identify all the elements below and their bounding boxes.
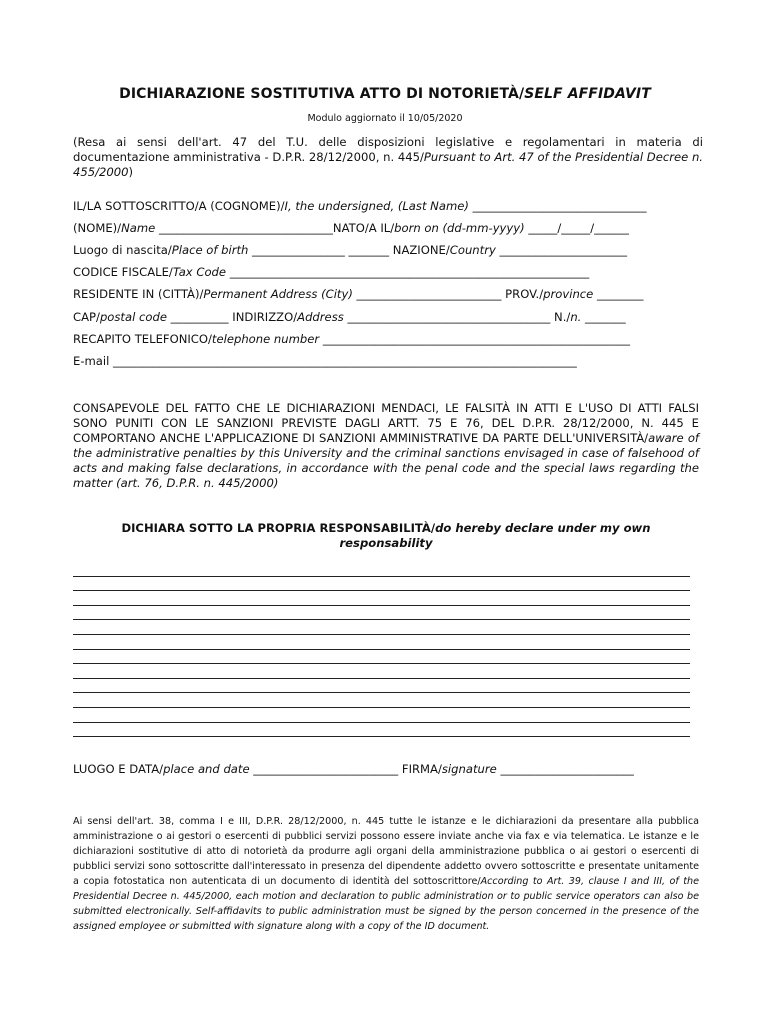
residence-field[interactable]: RESIDENTE IN (CITTÀ)/Permanent Address (City) _________________________ PROV./province ________ — [73, 287, 644, 301]
phone-field[interactable]: RECAPITO TELEFONICO/telephone number _____________________________________________________ — [73, 332, 631, 346]
birthplace-country-field[interactable]: Luogo di nascita/Place of birth ________________ _______ NAZIONE/Country ______________________ — [73, 243, 628, 257]
declaration-blank-line[interactable] — [73, 723, 690, 738]
document-title: DICHIARAZIONE SOSTITUTIVA ATTO DI NOTORIETÀ/SELF AFFIDAVIT — [119, 86, 651, 102]
declaration-blank-line[interactable] — [73, 591, 690, 606]
declaration-blank-line[interactable] — [73, 708, 690, 723]
name-birthdate-field[interactable]: (NOME)/Name ______________________________NATO/A IL/born on (dd-mm-yyyy) _____/_____/______ — [73, 221, 629, 235]
declaration-blank-line[interactable] — [73, 664, 690, 679]
declaration-blank-line[interactable] — [73, 577, 690, 592]
declaration-blank-line[interactable] — [73, 679, 690, 694]
declaration-blank-line[interactable] — [73, 650, 690, 665]
place-date-signature-row[interactable]: LUOGO E DATA/place and date _________________________ FIRMA/signature _______________________ — [73, 762, 634, 776]
declaration-lines[interactable] — [73, 562, 690, 737]
declaration-blank-line[interactable] — [73, 693, 690, 708]
email-field[interactable]: E-mail ________________________________________________________________________________ — [73, 354, 577, 368]
legal-footnote: Ai sensi dell'art. 38, comma I e III, D.P.R. 28/12/2000, n. 445 tutte le istanze e le dichiarazioni da presentare alla pubblica amministrazione o ai gestori o esercenti di pubblici servizi possono essere inviate anche via fax e via telematica. Le istanze e le dichiarazioni sostitutive di atto di notorietà da produrre agli organi della amministrazione pubblica o ai gestori o esercenti di pubblici servizi sono sottoscritte dall'interessato in presenza del dipendente addetto ovvero sottoscritte e presentate unitamente a copia fotostatica non autenticata di un documento di identità del sottoscrittore/According to Art. 39, clause I and III, of the Presidential Decree n. 445/2000, each motion and declaration to public administration or to public service operators can also be submitted electronically. Self-affidavits to public administration must be signed by the person concerned in the presence of the assigned employee or submitted with signature along with a copy of the ID document. — [73, 816, 699, 932]
declaration-blank-line[interactable] — [73, 562, 690, 577]
declaration-blank-line[interactable] — [73, 620, 690, 635]
surname-field[interactable]: IL/LA SOTTOSCRITTO/A (COGNOME)/I, the undersigned, (Last Name) ______________________________ — [73, 199, 647, 213]
tax-code-field[interactable]: CODICE FISCALE/Tax Code ______________________________________________________________ — [73, 265, 590, 279]
form-update-date: Modulo aggiornato il 10/05/2020 — [307, 113, 463, 124]
declaration-blank-line[interactable] — [73, 635, 690, 650]
address-field[interactable]: CAP/postal code __________ INDIRIZZO/Address ___________________________________ N./n. _______ — [73, 310, 626, 324]
awareness-statement: CONSAPEVOLE DEL FATTO CHE LE DICHIARAZIONI MENDACI, LE FALSITÀ IN ATTI E L'USO DI ATTI FALSI SONO PUNITI CON LE SANZIONI PREVISTE DAGLI ARTT. 75 E 76, DEL D.P.R. 28/12/2000, N. 445 E COMPORTANO ANCHE L'APPLICAZIONE DI SANZIONI AMMINISTRATIVE DA PARTE DELL'UNIVERSITÀ/aware of the administrative penalties by this University and the criminal sanctions envisaged in case of falsehood of acts and making false declarations, in accordance with the penal code and the special laws regarding the matter (art. 76, D.P.R. n. 445/2000) — [73, 401, 699, 490]
declaration-heading: DICHIARA SOTTO LA PROPRIA RESPONSABILITÀ/do hereby declare under my own responsability — [121, 521, 651, 550]
intro-paragraph: (Resa ai sensi dell'art. 47 del T.U. delle disposizioni legislative e regolamentari in materia di documentazione amministrativa - D.P.R. 28/12/2000, n. 445/Pursuant to Art. 47 of the Presidential Decree n. 455/2000) — [73, 135, 703, 179]
declaration-blank-line[interactable] — [73, 606, 690, 621]
